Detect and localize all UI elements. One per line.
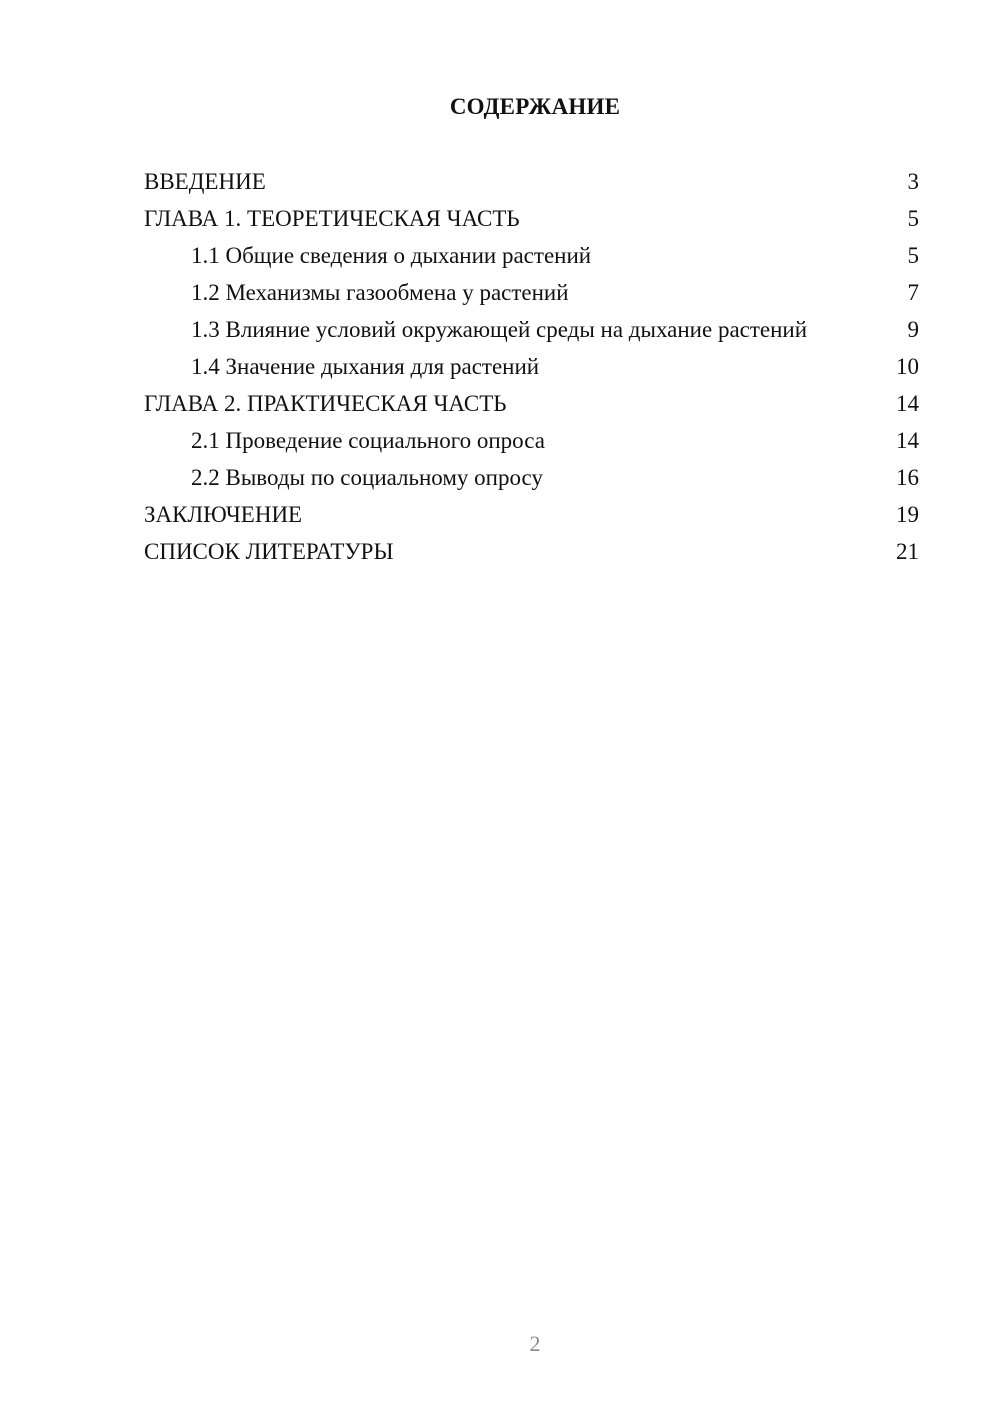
toc-entry-page: 19 [896,502,919,527]
toc-entry-page: 10 [896,354,919,379]
toc-entry-label: ГЛАВА 1. ТЕОРЕТИЧЕСКАЯ ЧАСТЬ [144,206,520,231]
toc-entry-label: ЗАКЛЮЧЕНИЕ [144,502,303,527]
toc-entry-label: 1.4 Значение дыхания для растений [191,354,540,379]
toc-entry-section-1-3[interactable] [144,316,919,344]
page-number: 2 [529,1331,541,1356]
toc-entry-label: СПИСОК ЛИТЕРАТУРЫ [144,539,394,564]
toc-entry-section-2-2[interactable] [144,464,919,492]
page-title: СОДЕРЖАНИЕ [449,94,621,119]
toc-entry-label: ГЛАВА 2. ПРАКТИЧЕСКАЯ ЧАСТЬ [144,391,507,416]
toc-entry-page: 5 [907,206,919,231]
toc-entry-section-1-2[interactable] [144,279,919,307]
toc-entry-page: 14 [896,391,919,416]
toc-entry-chapter-1[interactable] [144,205,919,233]
toc-entry-section-2-1[interactable] [144,427,919,455]
toc-entry-chapter-2[interactable] [144,390,919,418]
toc-entry-page: 9 [907,317,919,342]
toc-entry-label: ВВЕДЕНИЕ [144,169,266,194]
toc-entry-page: 5 [907,243,919,268]
toc-entry-page: 14 [896,428,919,453]
toc-entry-page: 16 [896,465,919,490]
toc-entry-label: 2.1 Проведение социального опроса [191,428,545,453]
toc-entry-label: 1.1 Общие сведения о дыхании растений [191,243,592,268]
toc-entry-page: 3 [907,169,919,194]
toc-entry-label: 1.2 Механизмы газообмена у растений [191,280,569,305]
toc-entry-page: 7 [907,280,919,305]
toc-entry-conclusion[interactable] [144,501,919,529]
toc-entry-introduction[interactable] [144,168,919,196]
table-of-contents [144,168,919,575]
toc-entry-page: 21 [896,539,919,564]
toc-entry-label: 1.3 Влияние условий окружающей среды на дыхание растений [191,317,808,342]
toc-entry-section-1-4[interactable] [144,353,919,381]
toc-entry-section-1-1[interactable] [144,242,919,270]
toc-entry-label: 2.2 Выводы по социальному опросу [191,465,543,490]
toc-entry-references[interactable] [144,538,919,566]
